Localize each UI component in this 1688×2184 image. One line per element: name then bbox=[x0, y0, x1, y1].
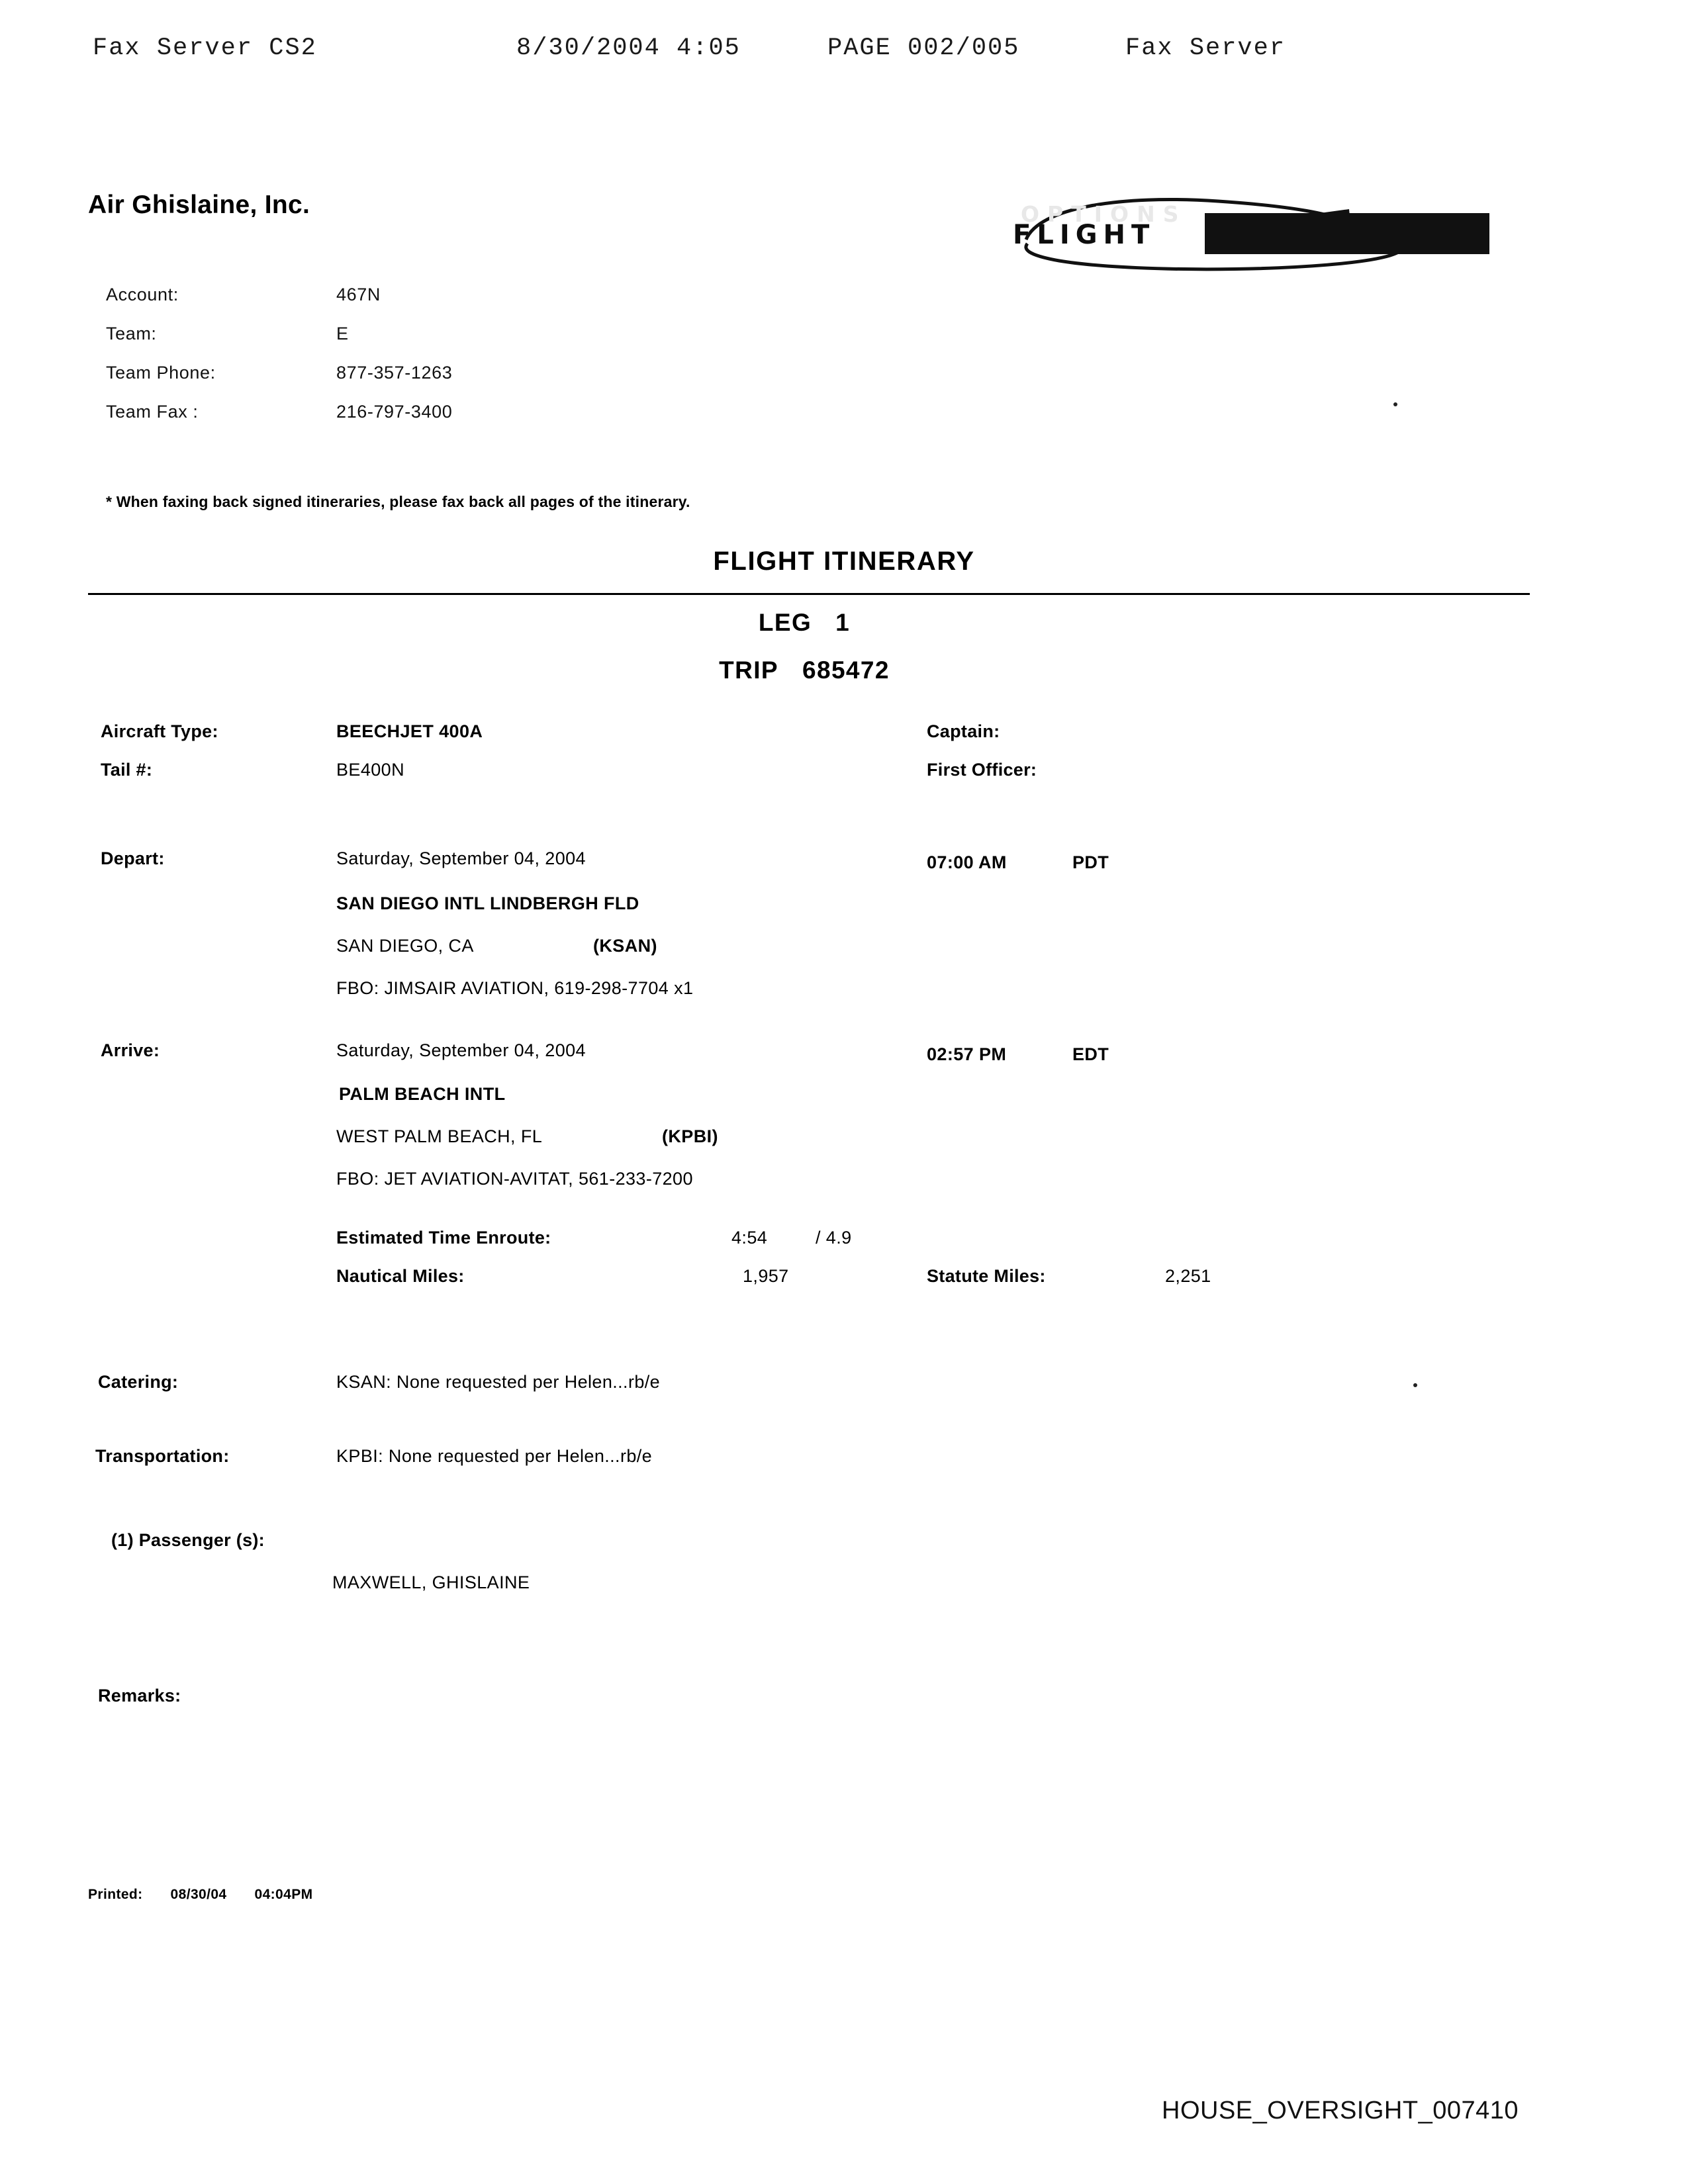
fax-header-line bbox=[93, 34, 1483, 62]
passenger-name: MAXWELL, GHISLAINE bbox=[332, 1572, 530, 1592]
leg-label: LEG bbox=[758, 609, 812, 636]
team-fax-value: 216-797-3400 bbox=[336, 402, 453, 422]
statute-miles-label: Statute Miles: bbox=[927, 1266, 1046, 1286]
leg-number: 1 bbox=[835, 609, 851, 636]
depart-date: Saturday, September 04, 2004 bbox=[336, 848, 586, 868]
logo-box-word: OPTIONS bbox=[1021, 201, 1187, 227]
team-fax-label: Team Fax : bbox=[106, 402, 199, 422]
fax-speck bbox=[1393, 402, 1397, 406]
arrive-time: 02:57 PM bbox=[927, 1044, 1007, 1064]
catering-label: Catering: bbox=[98, 1372, 179, 1392]
trip-line bbox=[0, 657, 1609, 684]
depart-airport: SAN DIEGO INTL LINDBERGH FLD bbox=[336, 893, 639, 913]
nautical-miles-label: Nautical Miles: bbox=[336, 1266, 465, 1286]
aircraft-type-label: Aircraft Type: bbox=[101, 721, 218, 741]
account-row bbox=[106, 286, 452, 304]
account-details bbox=[106, 286, 452, 442]
depart-city: SAN DIEGO, CA bbox=[336, 936, 474, 956]
aircraft-type-value: BEECHJET 400A bbox=[336, 721, 483, 741]
printed-label: Printed: bbox=[88, 1887, 143, 1902]
printed-time: 04:04PM bbox=[254, 1887, 313, 1902]
trip-number: 685472 bbox=[802, 657, 890, 684]
depart-fbo: FBO: JIMSAIR AVIATION, 619-298-7704 x1 bbox=[336, 978, 694, 998]
ete-value: 4:54 bbox=[731, 1228, 768, 1248]
trip-label: TRIP bbox=[719, 657, 778, 684]
captain-label: Captain: bbox=[927, 721, 1000, 741]
fax-source: Fax Server CS2 bbox=[93, 34, 317, 62]
catering-value: KSAN: None requested per Helen...rb/e bbox=[336, 1372, 661, 1392]
tail-number-label: Tail #: bbox=[101, 760, 153, 780]
account-value: 467N bbox=[336, 285, 381, 304]
depart-label: Depart: bbox=[101, 848, 165, 868]
fax-back-note: * When faxing back signed itineraries, please fax back all pages of the itinerary. bbox=[106, 493, 690, 510]
nautical-miles-value: 1,957 bbox=[743, 1266, 789, 1286]
depart-airport-code: (KSAN) bbox=[593, 936, 657, 956]
printed-line bbox=[88, 1887, 313, 1903]
fax-datetime: 8/30/2004 4:05 bbox=[516, 34, 741, 62]
transportation-label: Transportation: bbox=[95, 1446, 230, 1466]
company-name: Air Ghislaine, Inc. bbox=[88, 191, 310, 219]
team-fax-row bbox=[106, 403, 452, 421]
arrive-timezone: EDT bbox=[1072, 1044, 1109, 1064]
depart-time: 07:00 AM bbox=[927, 852, 1007, 872]
team-value: E bbox=[336, 324, 349, 343]
printed-date: 08/30/04 bbox=[170, 1887, 227, 1902]
arrive-airport: PALM BEACH INTL bbox=[339, 1084, 506, 1104]
leg-line bbox=[0, 609, 1609, 637]
team-phone-row bbox=[106, 364, 452, 382]
ete-decimal-value: / 4.9 bbox=[816, 1228, 852, 1248]
arrive-airport-code: (KPBI) bbox=[662, 1126, 718, 1146]
logo-word: FLIGHT bbox=[1013, 220, 1156, 250]
flight-options-logo bbox=[1006, 192, 1483, 278]
transportation-value: KPBI: None requested per Helen...rb/e bbox=[336, 1446, 653, 1466]
logo-box bbox=[1205, 213, 1489, 254]
team-phone-value: 877-357-1263 bbox=[336, 363, 453, 383]
depart-timezone: PDT bbox=[1072, 852, 1109, 872]
arrive-date: Saturday, September 04, 2004 bbox=[336, 1040, 586, 1060]
arrive-city: WEST PALM BEACH, FL bbox=[336, 1126, 543, 1146]
team-phone-label: Team Phone: bbox=[106, 363, 216, 383]
statute-miles-value: 2,251 bbox=[1165, 1266, 1211, 1286]
fax-page-count: PAGE 002/005 bbox=[827, 34, 1020, 62]
title-divider bbox=[88, 593, 1530, 595]
account-label: Account: bbox=[106, 285, 179, 304]
page-title: FLIGHT ITINERARY bbox=[713, 547, 975, 576]
fax-label: Fax Server bbox=[1125, 34, 1286, 62]
bates-number: HOUSE_OVERSIGHT_007410 bbox=[1162, 2097, 1519, 2124]
arrive-fbo: FBO: JET AVIATION-AVITAT, 561-233-7200 bbox=[336, 1169, 693, 1189]
passenger-count-label: (1) Passenger (s): bbox=[111, 1530, 265, 1550]
fax-speck-2 bbox=[1413, 1383, 1417, 1387]
tail-number-value: BE400N bbox=[336, 760, 404, 780]
remarks-label: Remarks: bbox=[98, 1686, 181, 1706]
ete-label: Estimated Time Enroute: bbox=[336, 1228, 551, 1248]
first-officer-label: First Officer: bbox=[927, 760, 1037, 780]
team-row bbox=[106, 325, 452, 343]
arrive-label: Arrive: bbox=[101, 1040, 160, 1060]
team-label: Team: bbox=[106, 324, 157, 343]
